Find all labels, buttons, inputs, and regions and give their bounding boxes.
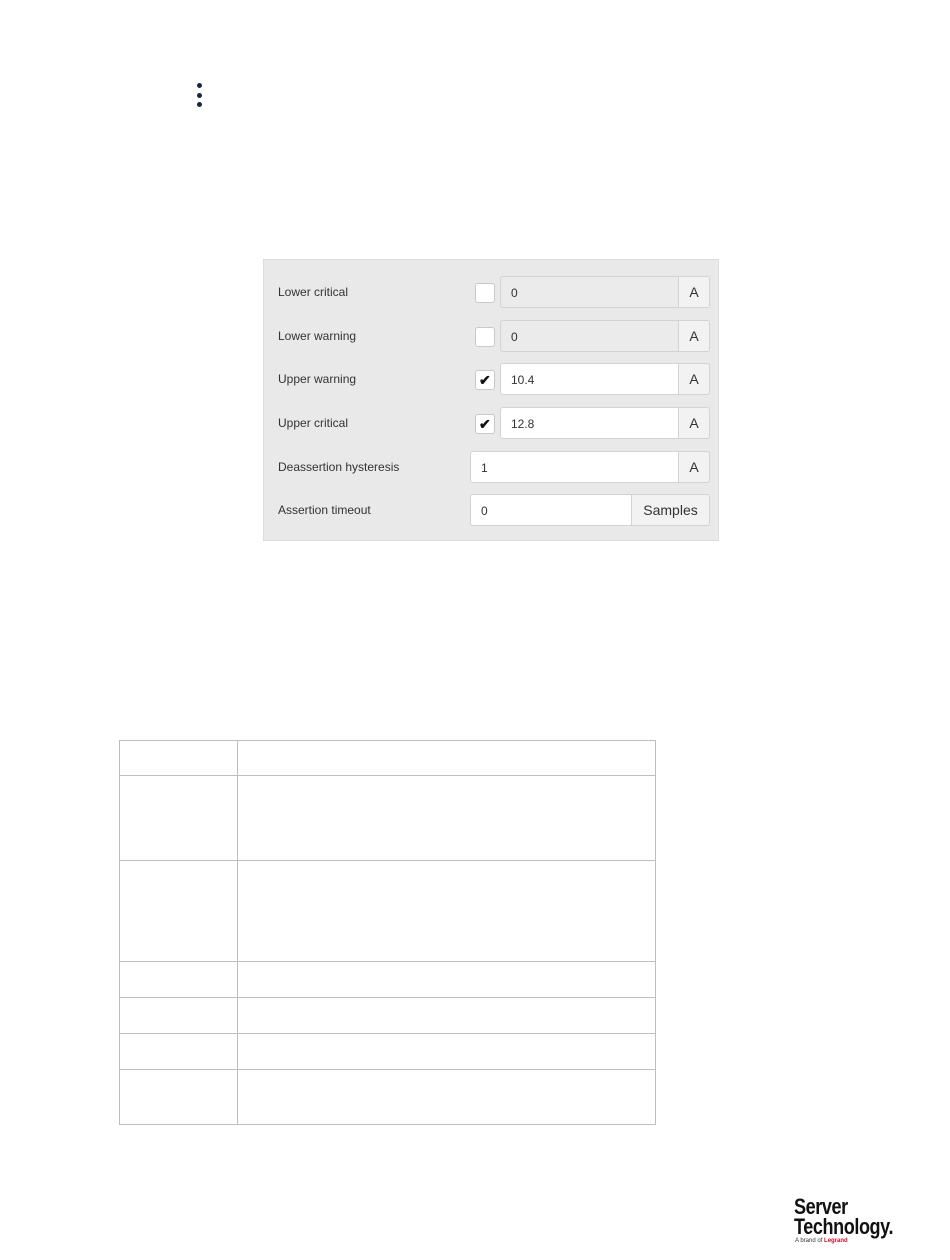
- lower-warning-label: Lower warning: [278, 329, 357, 343]
- lower-warning-checkbox[interactable]: [475, 327, 495, 347]
- lower-critical-label: Lower critical: [278, 285, 349, 299]
- table-row: [120, 1070, 656, 1125]
- server-technology-logo: [794, 1196, 904, 1248]
- logo-line-2: Technology.: [794, 1214, 894, 1239]
- table-cell: [238, 998, 656, 1034]
- table-cell: [120, 1070, 238, 1125]
- check-icon: ✔: [479, 372, 491, 388]
- upper-critical-input[interactable]: 12.8: [500, 407, 679, 439]
- row-deassertion-hysteresis: [264, 451, 718, 483]
- row-upper-critical: [264, 407, 718, 439]
- table-cell: [120, 962, 238, 998]
- upper-critical-unit: A: [679, 407, 710, 439]
- check-icon: ✔: [479, 416, 491, 432]
- table-cell: [238, 962, 656, 998]
- kebab-dot: [197, 93, 202, 98]
- assertion-timeout-label: Assertion timeout: [278, 503, 371, 517]
- table-cell: [238, 1034, 656, 1070]
- table-cell: [120, 776, 238, 861]
- logo-tagline: [795, 1238, 848, 1245]
- logo-line-1: Server: [794, 1194, 848, 1219]
- table-cell: [238, 741, 656, 776]
- table-row: [120, 776, 656, 861]
- logo-tagline-prefix: A brand of: [795, 1238, 825, 1244]
- lower-warning-unit: A: [679, 320, 710, 352]
- more-options-icon[interactable]: [194, 83, 204, 107]
- upper-critical-checkbox[interactable]: [475, 414, 495, 434]
- kebab-dot: [197, 83, 202, 88]
- row-lower-warning: [264, 320, 718, 352]
- table-row: [120, 962, 656, 998]
- table-cell: [238, 861, 656, 962]
- deassertion-hysteresis-input[interactable]: 1: [470, 451, 679, 483]
- upper-critical-label: Upper critical: [278, 416, 349, 430]
- deassertion-hysteresis-unit: A: [679, 451, 710, 483]
- upper-warning-label: Upper warning: [278, 372, 357, 386]
- table-cell: [238, 776, 656, 861]
- row-lower-critical: [264, 276, 718, 308]
- assertion-timeout-input[interactable]: 0: [470, 494, 632, 526]
- logo-tagline-brand: Legrand: [824, 1238, 848, 1244]
- upper-warning-checkbox[interactable]: [475, 370, 495, 390]
- upper-warning-unit: A: [679, 363, 710, 395]
- threshold-settings-panel: [263, 259, 719, 541]
- lower-critical-unit: A: [679, 276, 710, 308]
- table-cell: [120, 998, 238, 1034]
- assertion-timeout-unit: Samples: [632, 494, 710, 526]
- lower-critical-input[interactable]: 0: [500, 276, 679, 308]
- row-assertion-timeout: [264, 494, 718, 526]
- deassertion-hysteresis-label: Deassertion hysteresis: [278, 460, 400, 474]
- lower-critical-checkbox[interactable]: [475, 283, 495, 303]
- table-row: [120, 741, 656, 776]
- kebab-dot: [197, 102, 202, 107]
- upper-warning-input[interactable]: 10.4: [500, 363, 679, 395]
- table-cell: [120, 1034, 238, 1070]
- table-cell: [120, 741, 238, 776]
- table-row: [120, 861, 656, 962]
- description-table: [119, 740, 656, 1125]
- table-cell: [120, 861, 238, 962]
- row-upper-warning: [264, 363, 718, 395]
- lower-warning-input[interactable]: 0: [500, 320, 679, 352]
- table-row: [120, 998, 656, 1034]
- table-row: [120, 1034, 656, 1070]
- table-cell: [238, 1070, 656, 1125]
